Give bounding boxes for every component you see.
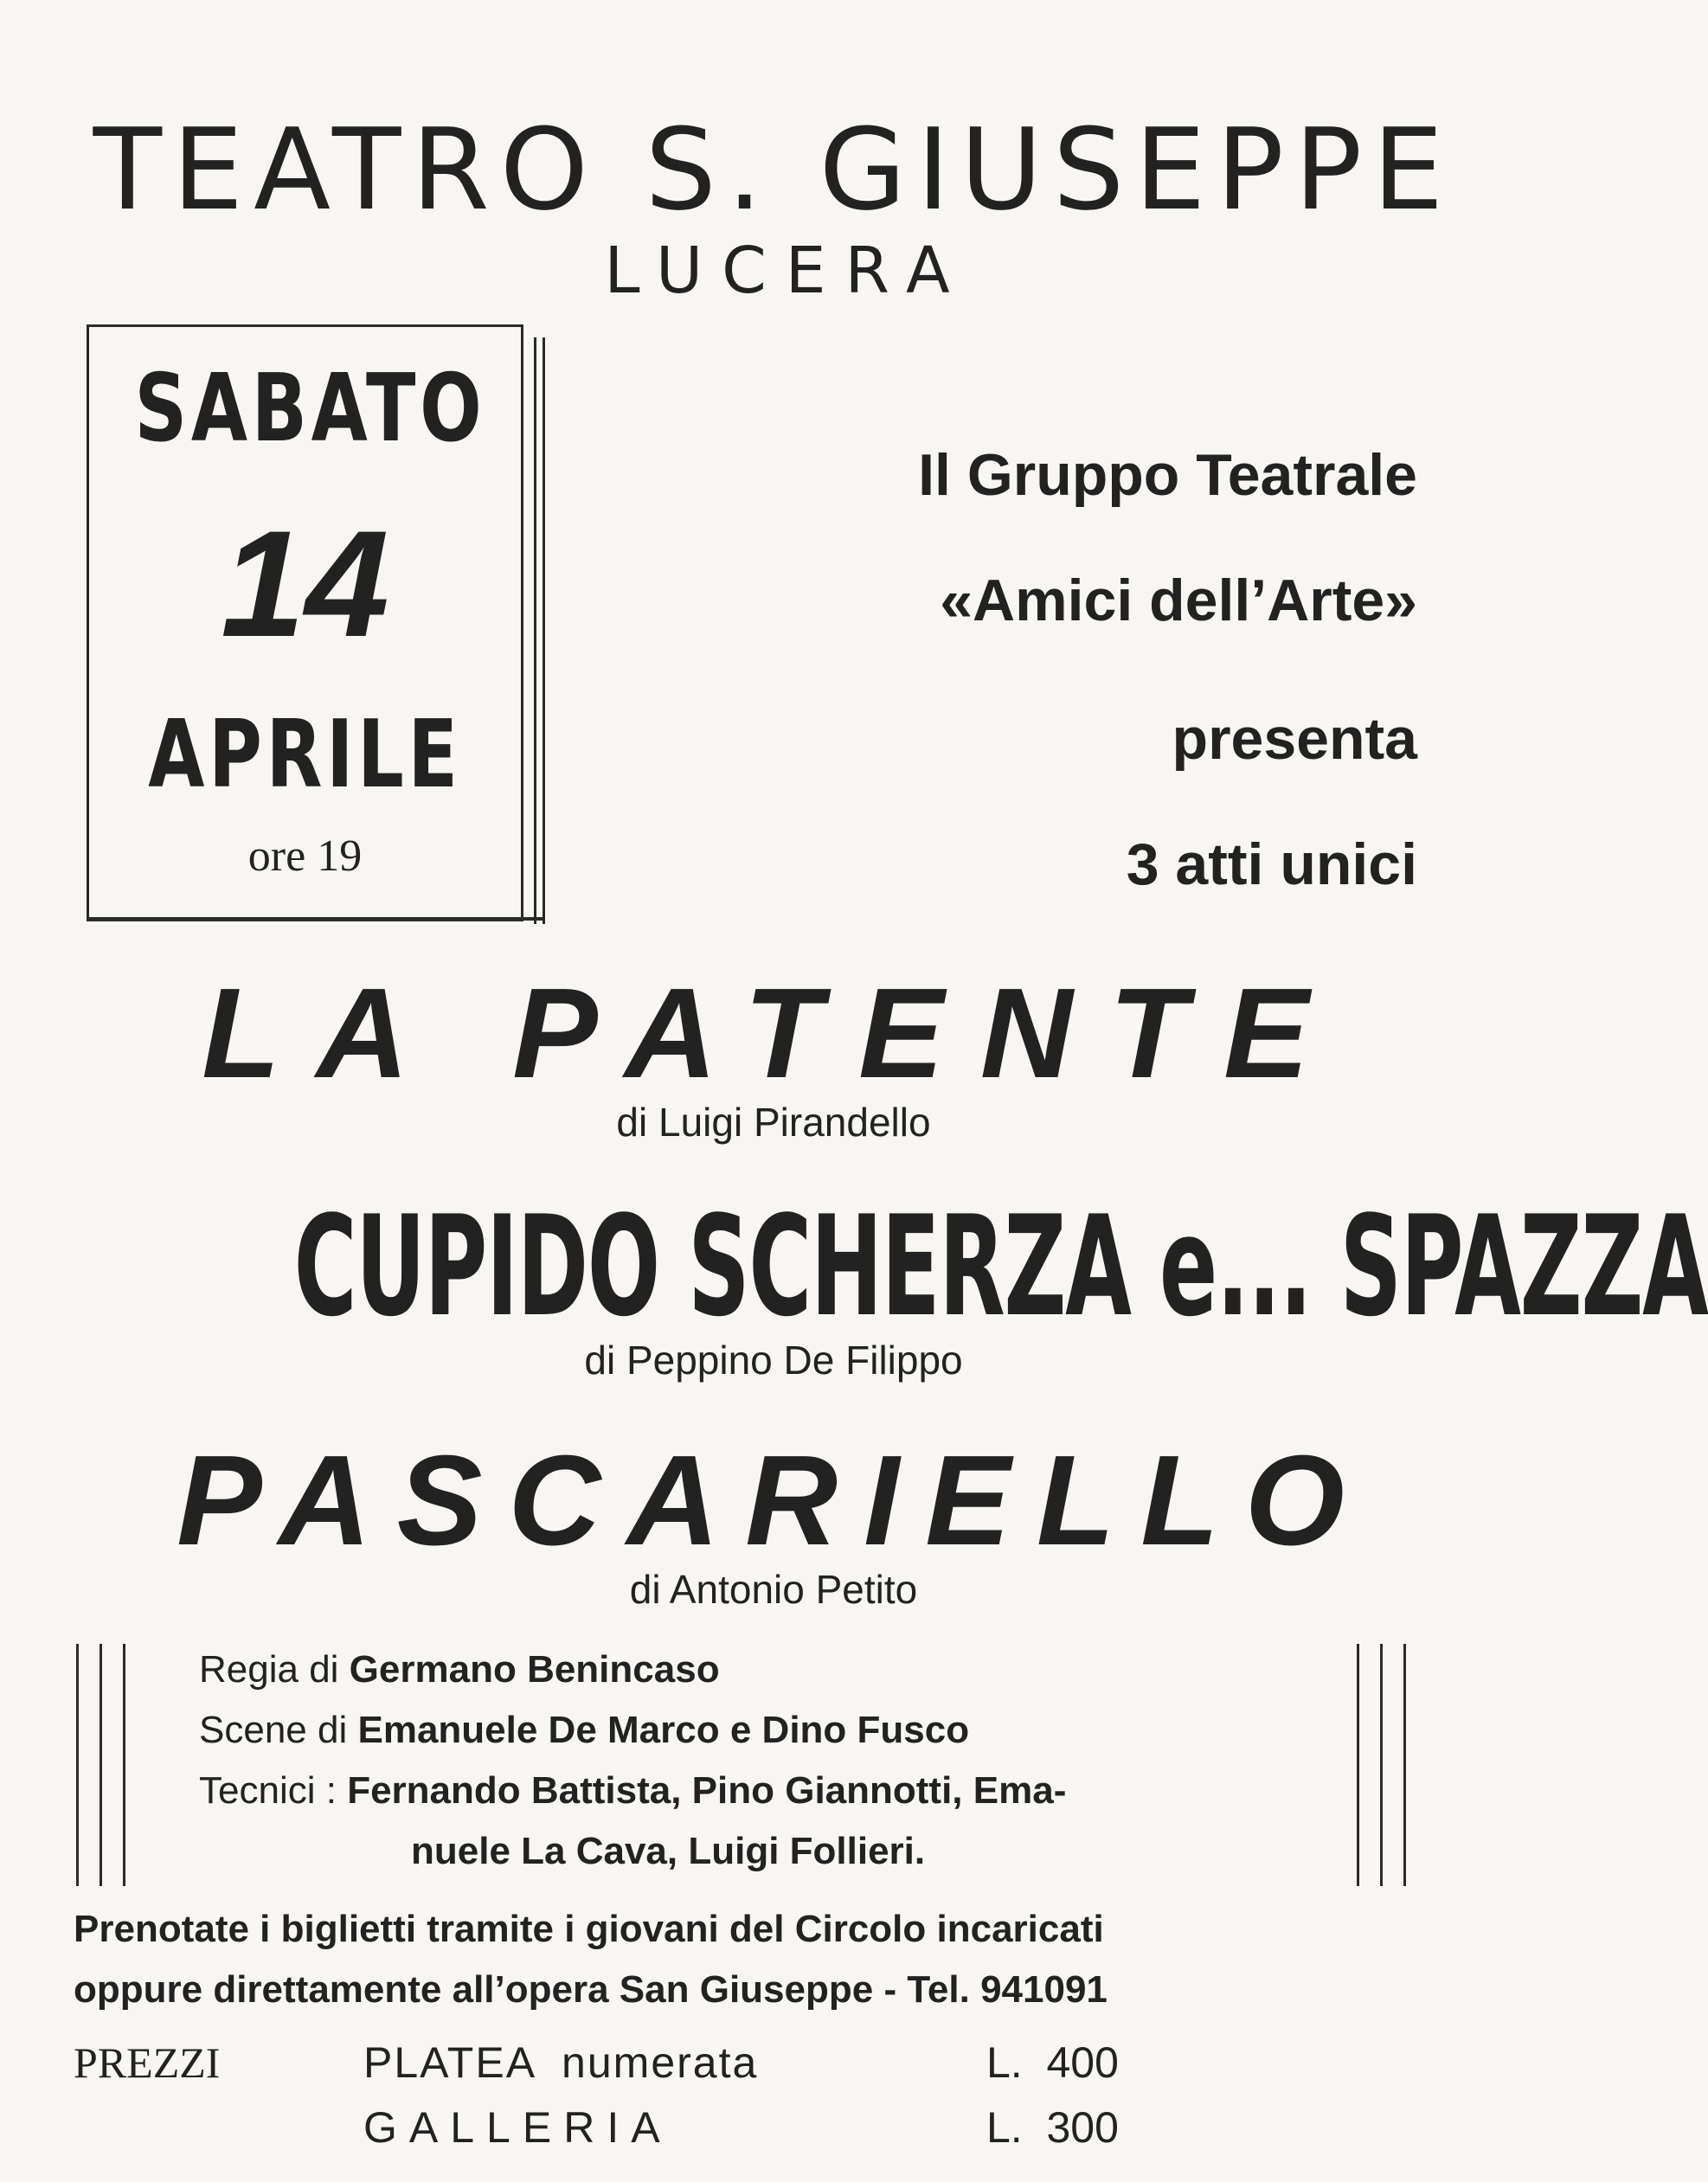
date-box-rule bbox=[534, 337, 536, 924]
intro-line: Il Gruppo Teatrale bbox=[918, 442, 1417, 508]
event-time: ore 19 bbox=[247, 831, 363, 881]
event-day: SABATO bbox=[134, 355, 486, 463]
credit-value: Emanuele De Marco e Dino Fusco bbox=[357, 1709, 970, 1751]
event-date-number: 14 bbox=[221, 500, 389, 669]
price-category: PLATEA numerata bbox=[363, 2038, 759, 2087]
play-title: PASCARIELLO bbox=[177, 1429, 1371, 1572]
credit-value: Fernando Battista, Pino Giannotti, Ema- bbox=[347, 1769, 1067, 1812]
credit-technicians-cont: nuele La Cava, Luigi Follieri. bbox=[411, 1830, 926, 1872]
date-box-rule bbox=[87, 917, 545, 921]
decorative-rule bbox=[1403, 1644, 1406, 1886]
decorative-rule bbox=[76, 1644, 79, 1886]
decorative-rule bbox=[123, 1644, 125, 1886]
credit-technicians bbox=[199, 1769, 1066, 1813]
booking-info: oppure direttamente all’opera San Giuseppe - Tel. 941091 bbox=[74, 1968, 1108, 2011]
price-category: GALLERIA bbox=[363, 2103, 672, 2152]
play-author: di Peppino De Filippo bbox=[584, 1338, 963, 1383]
event-month: APRILE bbox=[148, 701, 462, 809]
theatre-title: TEATRO S. GIUSEPPE bbox=[93, 104, 1454, 235]
decorative-rule bbox=[100, 1644, 102, 1886]
price-value: L. 300 bbox=[986, 2103, 1119, 2152]
decorative-rule bbox=[1357, 1644, 1359, 1886]
play-title: CUPIDO SCHERZA e... SPAZZA bbox=[293, 1185, 1708, 1347]
play-author: di Luigi Pirandello bbox=[616, 1100, 931, 1145]
intro-line: presenta bbox=[1172, 706, 1417, 772]
date-box-rule bbox=[543, 337, 545, 924]
price-value: L. 400 bbox=[986, 2038, 1119, 2087]
credit-label: Regia di bbox=[199, 1648, 339, 1691]
decorative-rule bbox=[1380, 1644, 1383, 1886]
intro-line: «Amici dell’Arte» bbox=[940, 568, 1417, 633]
prices-label: PREZZI bbox=[74, 2038, 221, 2087]
credit-label: Tecnici : bbox=[199, 1769, 337, 1812]
credit-label: Scene di bbox=[199, 1709, 348, 1751]
play-title: LA PATENTE bbox=[202, 962, 1345, 1105]
credit-value: Germano Benincaso bbox=[349, 1648, 720, 1691]
credit-scenes bbox=[199, 1709, 969, 1752]
city-name: LUCERA bbox=[604, 234, 969, 308]
credit-direction bbox=[199, 1648, 720, 1691]
intro-line: 3 atti unici bbox=[1126, 831, 1417, 897]
booking-info: Prenotate i biglietti tramite i giovani del Circolo incaricati bbox=[74, 1908, 1104, 1950]
play-author: di Antonio Petito bbox=[629, 1567, 918, 1612]
